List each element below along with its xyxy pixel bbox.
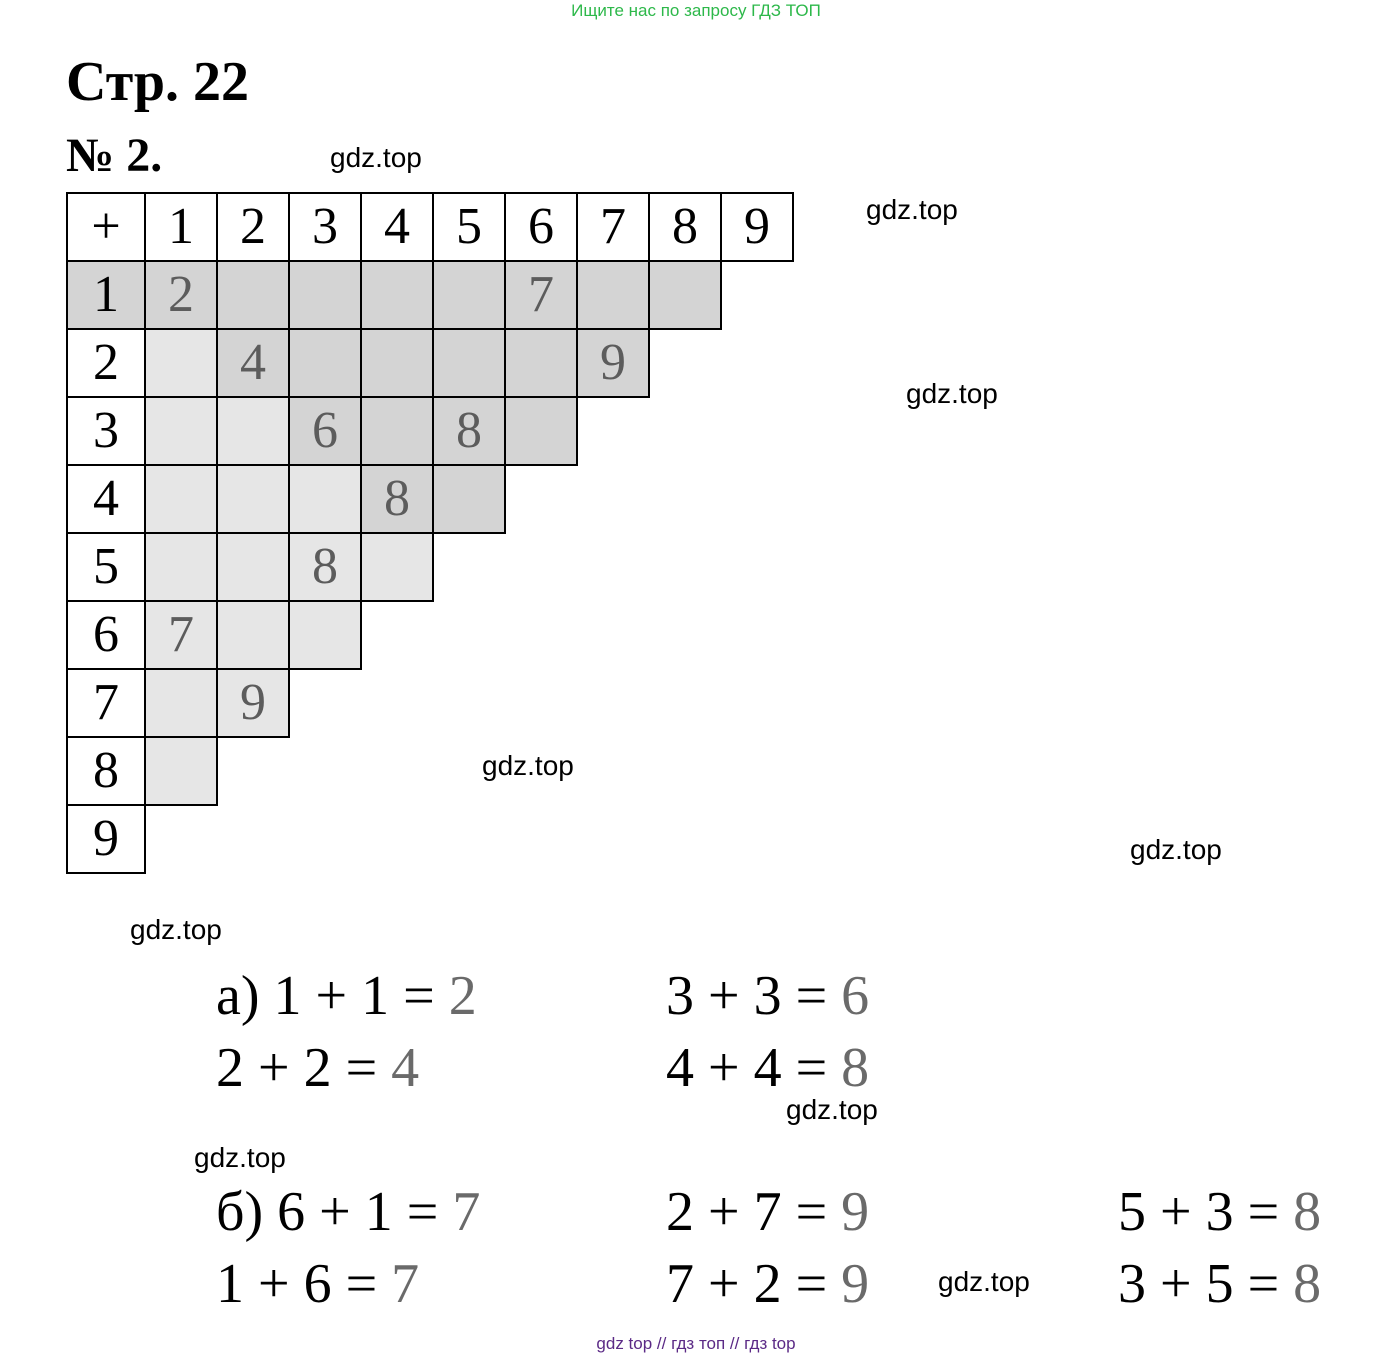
equation-a-label: [216, 966, 477, 1026]
task-number: № 2.: [66, 129, 163, 182]
table-cell: [216, 464, 290, 534]
equation: [1118, 1182, 1321, 1242]
column-header: 3: [288, 192, 362, 262]
equation-b-label: [216, 1182, 480, 1242]
equation-expression: 3 + 3 =: [666, 965, 828, 1027]
column-header: 6: [504, 192, 578, 262]
table-cell: [216, 600, 290, 670]
row-header: 4: [66, 464, 146, 534]
table-cell: [504, 328, 578, 398]
equation-expression: 1 + 1 =: [273, 965, 435, 1027]
table-cell: [360, 396, 434, 466]
watermark: gdz.top: [330, 142, 422, 173]
column-header: 8: [648, 192, 722, 262]
table-cell: [216, 396, 290, 466]
equation-expression: 3 + 5 =: [1118, 1253, 1280, 1315]
row-header: 5: [66, 532, 146, 602]
equation: [666, 966, 869, 1026]
table-cell: 7: [504, 260, 578, 330]
equation-result: 8: [841, 1037, 870, 1099]
equation-result: 7: [391, 1253, 420, 1315]
table-cell: 4: [216, 328, 290, 398]
row-header: 6: [66, 600, 146, 670]
table-cell: [216, 532, 290, 602]
table-cell: [360, 260, 434, 330]
column-header: 4: [360, 192, 434, 262]
table-cell: [144, 668, 218, 738]
row-header: 9: [66, 804, 146, 874]
row-header: 1: [66, 260, 146, 330]
table-cell: [360, 532, 434, 602]
equation-expression: 2 + 2 =: [216, 1037, 378, 1099]
equation-result: 9: [841, 1253, 870, 1315]
table-cell: [432, 464, 506, 534]
table-cell: [576, 260, 650, 330]
table-cell: [144, 328, 218, 398]
table-cell: [504, 396, 578, 466]
equation: [666, 1038, 869, 1098]
row-header: 8: [66, 736, 146, 806]
table-cell: [288, 464, 362, 534]
table-cell: [360, 328, 434, 398]
column-header: 1: [144, 192, 218, 262]
equation-result: 6: [841, 965, 870, 1027]
equation: [666, 1182, 869, 1242]
table-cell: [432, 260, 506, 330]
column-header: 5: [432, 192, 506, 262]
row-header: 7: [66, 668, 146, 738]
equation: [216, 1254, 419, 1314]
table-cell: [432, 328, 506, 398]
part-b-label: б): [216, 1181, 264, 1243]
equation-result: 8: [1293, 1181, 1322, 1243]
equation-result: 7: [452, 1181, 481, 1243]
equation-result: 9: [841, 1181, 870, 1243]
equation-result: 2: [448, 965, 477, 1027]
table-cell: 8: [360, 464, 434, 534]
column-header: 9: [720, 192, 794, 262]
equation-expression: 5 + 3 =: [1118, 1181, 1280, 1243]
equation-expression: 7 + 2 =: [666, 1253, 828, 1315]
equation-result: 8: [1293, 1253, 1322, 1315]
watermark: gdz.top: [938, 1266, 1030, 1297]
watermark: gdz.top: [866, 194, 958, 225]
table-cell: 9: [576, 328, 650, 398]
table-cell: [648, 260, 722, 330]
table-cell: [144, 532, 218, 602]
table-cell: 9: [216, 668, 290, 738]
table-corner-plus: +: [66, 192, 146, 262]
watermark: gdz.top: [482, 750, 574, 781]
table-cell: 8: [288, 532, 362, 602]
footer: gdz top // гдз топ // гдз top: [596, 1334, 796, 1353]
column-header: 2: [216, 192, 290, 262]
top-banner: Ищите нас по запросу ГДЗ ТОП: [571, 1, 821, 20]
watermark: gdz.top: [906, 378, 998, 409]
table-cell: 6: [288, 396, 362, 466]
equation-expression: 2 + 7 =: [666, 1181, 828, 1243]
table-cell: 7: [144, 600, 218, 670]
equation-result: 4: [391, 1037, 420, 1099]
equation-expression: 4 + 4 =: [666, 1037, 828, 1099]
table-cell: [144, 464, 218, 534]
equation: [216, 1038, 419, 1098]
table-cell: [288, 260, 362, 330]
table-cell: [216, 260, 290, 330]
equation-expression: 1 + 6 =: [216, 1253, 378, 1315]
table-cell: [288, 328, 362, 398]
equation: [666, 1254, 869, 1314]
table-cell: 8: [432, 396, 506, 466]
part-a-label: а): [216, 965, 260, 1027]
watermark: gdz.top: [194, 1142, 286, 1173]
table-cell: [288, 600, 362, 670]
watermark: gdz.top: [1130, 834, 1222, 865]
table-cell: 2: [144, 260, 218, 330]
equation: [1118, 1254, 1321, 1314]
table-cell: [144, 736, 218, 806]
table-cell: [144, 396, 218, 466]
page-title: Стр. 22: [66, 51, 250, 113]
watermark: gdz.top: [786, 1094, 878, 1125]
watermark: gdz.top: [130, 914, 222, 945]
row-header: 3: [66, 396, 146, 466]
equation-expression: 6 + 1 =: [277, 1181, 439, 1243]
row-header: 2: [66, 328, 146, 398]
column-header: 7: [576, 192, 650, 262]
